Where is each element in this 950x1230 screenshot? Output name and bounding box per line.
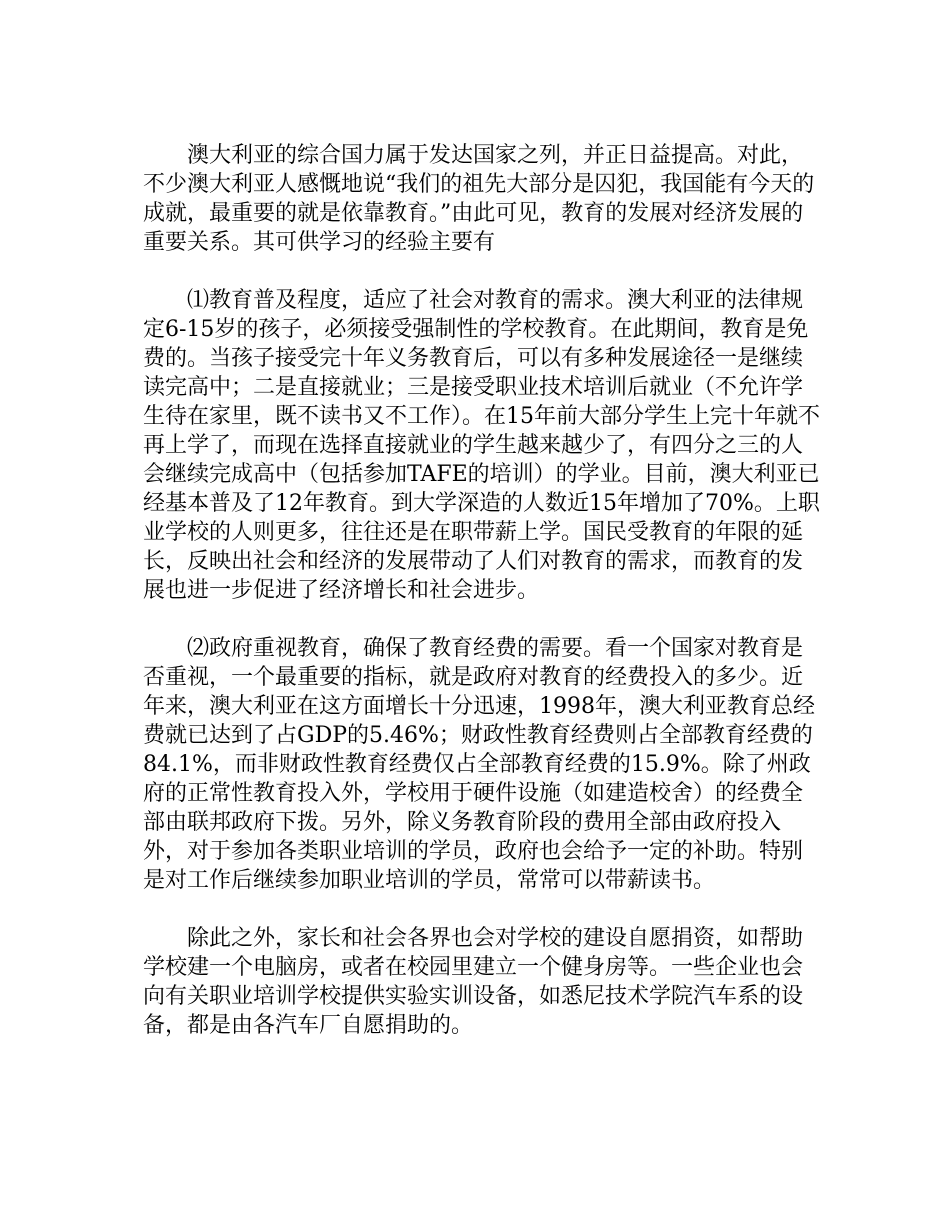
- paragraph-conclusion: 除此之外，家长和社会各界也会对学校的建设自愿捐资，如帮助学校建一个电脑房，或者在校园里建立一个健身房等。一些企业也会向有关职业培训学校提供实验实训设备，如悉尼技术学院汽车系的设备，都是由各汽车厂自愿捐助的。: [143, 926, 804, 1038]
- document-body: [143, 141, 823, 1069]
- paragraph-intro: 澳大利亚的综合国力属于发达国家之列，并正日益提高。对此，不少澳大利亚人感慨地说“我们的祖先大部分是囚犯，我国能有今天的成就，最重要的就是依靠教育。”由此可见，教育的发展对经济发展的重要关系。其可供学习的经验主要有: [143, 143, 815, 255]
- paragraph-point-1: ⑴教育普及程度，适应了社会对教育的需求。澳大利亚的法律规定6-15岁的孩子，必须接受强制性的学校教育。在此期间，教育是免费的。当孩子接受完十年义务教育后，可以有多种发展途径一是继续读完高中；二是直接就业；三是接受职业技术培训后就业（不允许学生待在家里，既不读书又不工作）。在15年前大部分学生上完十年就不再上学了，而现在选择直接就业的学生越来越少了，有四分之三的人会继续完成高中（包括参加TAFE的培训）的学业。目前，澳大利亚已经基本普及了12年教育。到大学深造的人数近15年增加了70%。上职业学校的人则更多，往往还是在职带薪上学。国民受教育的年限的延长，反映出社会和经济的发展带动了人们对教育的需求，而教育的发展也进一步促进了经济增长和社会进步。: [143, 288, 820, 603]
- paragraph-point-2: ⑵政府重视教育，确保了教育经费的需要。看一个国家对教育是否重视，一个最重要的指标，就是政府对教育的经费投入的多少。近年来，澳大利亚在这方面增长十分迅速，1998年，澳大利亚教育总经费就已达到了占GDP的5.46%；财政性教育经费则占全部教育经费的84.1%，而非财政性教育经费仅占全部教育经费的15.9%。除了州政府的正常性教育投入外，学校用于硬件设施（如建造校舍）的经费全部由联邦政府下拨。另外，除义务教育阶段的费用全部由政府投入外，对于参加各类职业培训的学员，政府也会给予一定的补助。特别是对工作后继续参加职业培训的学员，常常可以带薪读书。: [143, 636, 815, 893]
